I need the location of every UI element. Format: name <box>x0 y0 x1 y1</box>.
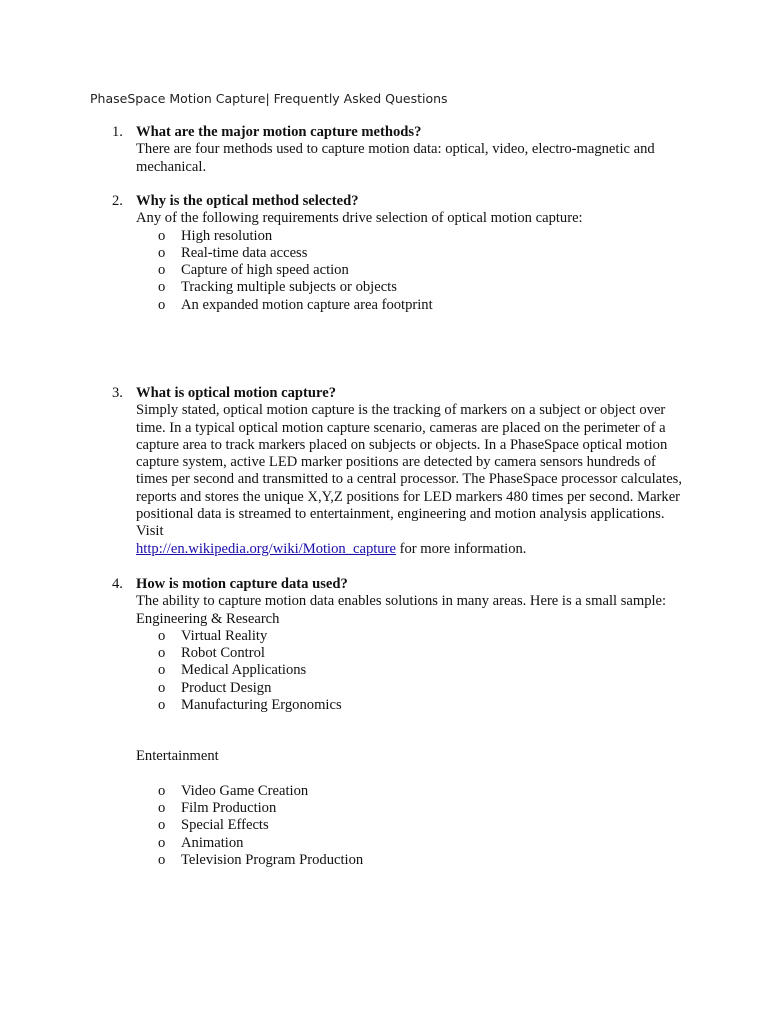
question-answer: There are four methods used to capture motion data: optical, video, electro-magnetic and mechanical. <box>136 141 655 175</box>
entertainment-list <box>136 783 682 869</box>
list-item: o Medical Applications <box>158 662 307 679</box>
bullet-icon: o <box>158 697 166 714</box>
list-item: o Animation <box>158 834 244 851</box>
bullet-icon: o <box>158 645 166 662</box>
list-item: o Product Design <box>158 679 272 696</box>
faq-question-4 <box>112 576 682 869</box>
list-item: o Video Game Creation <box>158 782 309 799</box>
question-number: 3. <box>112 385 123 401</box>
list-item: o High resolution <box>158 227 273 244</box>
document-header: PhaseSpace Motion Capture| Frequently Asked Questions <box>90 91 448 106</box>
bullet-icon: o <box>158 782 166 799</box>
question-number: 1. <box>112 124 123 140</box>
bullet-icon: o <box>158 244 166 261</box>
faq-question-3 <box>112 385 682 558</box>
bullet-icon: o <box>158 227 166 244</box>
question-answer: The ability to capture motion data enables solutions in many areas. Here is a small sample: <box>136 593 667 610</box>
engineering-list <box>136 628 682 714</box>
bullet-icon: o <box>158 296 166 313</box>
question-answer: Simply stated, optical motion capture is the tracking of markers on a subject or object over time. In a typical optical motion capture scenario, cameras are placed on the perimeter of a capture area to track markers placed on subjects or objects. In a PhaseSpace optical motion capture system, active LED marker positions are detected by camera sensors hundreds of times per second and transmitted to a central processor. The PhaseSpace processor calculates, reports and stores the unique X,Y,Z positions for LED markers 480 times per second. Marker positional data is streamed to entertainment, engineering and motion analysis applications. Visit http://en.wikipedia.org/wiki/Motion_capture for more information. <box>136 402 682 557</box>
list-item: o Manufacturing Ergonomics <box>158 697 342 714</box>
bullet-icon: o <box>158 799 166 816</box>
requirements-list <box>136 228 682 314</box>
bullet-icon: o <box>158 627 166 644</box>
question-number: 4. <box>112 576 123 592</box>
bullet-icon: o <box>158 262 166 279</box>
bullet-icon: o <box>158 662 166 679</box>
question-title: What are the major motion capture methods? <box>136 124 422 140</box>
bullet-icon: o <box>158 834 166 851</box>
wikipedia-link[interactable]: http://en.wikipedia.org/wiki/Motion_capture <box>136 540 396 557</box>
faq-question-2 <box>112 193 682 314</box>
bullet-icon: o <box>158 817 166 834</box>
bullet-icon: o <box>158 679 166 696</box>
list-item: o Virtual Reality <box>158 627 268 644</box>
list-item: o Film Production <box>158 799 277 816</box>
list-item: o Tracking multiple subjects or objects <box>158 279 397 296</box>
question-title: How is motion capture data used? <box>136 576 348 592</box>
list-item: o Real-time data access <box>158 244 308 261</box>
bullet-icon: o <box>158 851 166 868</box>
list-item: o Special Effects <box>158 817 269 834</box>
engineering-heading: Engineering & Research <box>136 610 280 627</box>
list-item: o Robot Control <box>158 645 265 662</box>
question-answer: Any of the following requirements drive selection of optical motion capture: <box>136 210 583 227</box>
list-item: o Capture of high speed action <box>158 262 349 279</box>
bullet-icon: o <box>158 279 166 296</box>
question-title: What is optical motion capture? <box>136 385 336 401</box>
list-item: o An expanded motion capture area footprint <box>158 296 433 313</box>
question-number: 2. <box>112 193 123 209</box>
faq-question-1 <box>112 124 682 176</box>
entertainment-heading: Entertainment <box>136 748 219 765</box>
question-title: Why is the optical method selected? <box>136 193 359 209</box>
list-item: o Television Program Production <box>158 851 364 868</box>
